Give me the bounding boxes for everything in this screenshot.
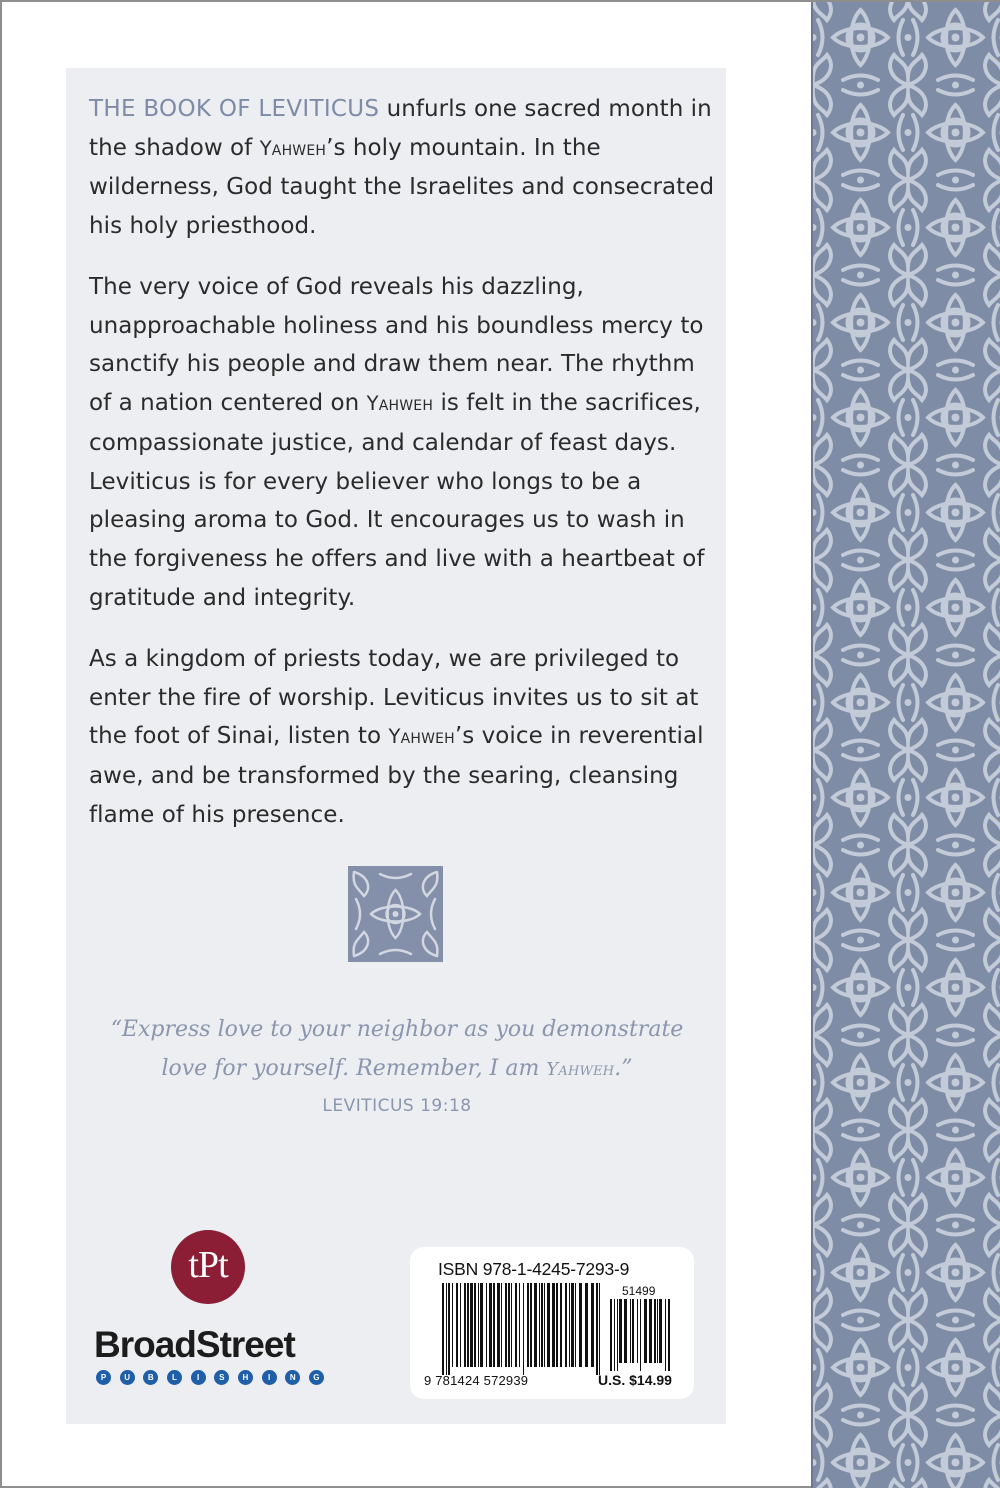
publisher-subtitle-letter: B — [143, 1370, 158, 1385]
publisher-subtitle-letter: I — [262, 1370, 277, 1385]
ornament-tile-icon — [348, 866, 443, 962]
quote-text: “Express love to your neighbor as you demonstrate love for yourself. Remember, I am — [110, 1017, 684, 1081]
blurb-text: unfurls one sacred month in the shadow of — [89, 96, 712, 161]
scripture-quote — [102, 1010, 692, 1089]
divine-name-small-caps: Yahweh — [259, 136, 327, 160]
price-code: 51499 — [622, 1284, 656, 1298]
publisher-subtitle-letter: U — [120, 1370, 135, 1385]
blurb-text: ’s voice in reverential awe, and be transformed by the searing, cleansing flame of his presence. — [89, 723, 704, 828]
blurb-paragraph-2 — [89, 268, 719, 617]
barcode-box — [410, 1247, 694, 1399]
publisher-subtitle-letter: H — [238, 1370, 253, 1385]
quote-reference: LEVITICUS 19:18 — [322, 1096, 472, 1116]
divine-name-small-caps: Yahweh — [388, 725, 455, 749]
blurb-text: is felt in the sacrifices, compassionate justice, and calendar of feast days. Leviticus is for every believer who longs to be a pleasing aroma to God. It encourages us to wash in the forgiveness he offers and live with a heartbeat of gratitude and integrity. — [89, 390, 705, 611]
blurb-text: The very voice of God reveals his dazzling, unapproachable holiness and his boundless mercy to sanctify his people and draw them near. The rhythm of a nation centered on — [89, 274, 704, 417]
blurb-paragraph-1 — [89, 90, 719, 246]
isbn-label: ISBN 978-1-4245-7293-9 — [438, 1259, 630, 1279]
divine-name-small-caps: Yahweh — [546, 1059, 615, 1080]
blurb-lead-title: THE BOOK OF LEVITICUS — [89, 96, 380, 122]
publisher-subtitle — [96, 1370, 324, 1388]
publisher-subtitle-letter: L — [167, 1370, 182, 1385]
tpt-logo-text: tPt — [188, 1244, 228, 1286]
ean-barcode-icon — [442, 1283, 602, 1375]
publisher-subtitle-letter: I — [191, 1370, 206, 1385]
barcode-digits: 9 781424 572939 — [424, 1373, 529, 1388]
quote-text: .” — [614, 1056, 633, 1081]
publisher-name: BroadStreet — [94, 1324, 295, 1365]
tpt-logo — [171, 1230, 245, 1304]
blurb-text: ’s holy mountain. In the wilderness, God taught the Israelites and consecrated his holy priesthood. — [89, 134, 715, 240]
publisher-subtitle-letter: S — [214, 1370, 229, 1385]
divine-name-small-caps: Yahweh — [366, 392, 434, 416]
price-label: U.S. $14.99 — [598, 1372, 672, 1388]
ornament-pattern-icon — [813, 2, 1000, 1488]
publisher-subtitle-letter: G — [309, 1370, 324, 1385]
blurb-paragraph-3 — [89, 640, 719, 835]
blurb-text: As a kingdom of priests today, we are privileged to enter the fire of worship. Leviticus invites us to sit at the foot of Sinai, listen to — [89, 646, 699, 750]
publisher-subtitle-letter: N — [285, 1370, 300, 1385]
publisher-subtitle-letter: P — [96, 1370, 111, 1385]
ornamental-pattern-strip — [811, 2, 1000, 1488]
addon-barcode-icon — [610, 1299, 672, 1371]
